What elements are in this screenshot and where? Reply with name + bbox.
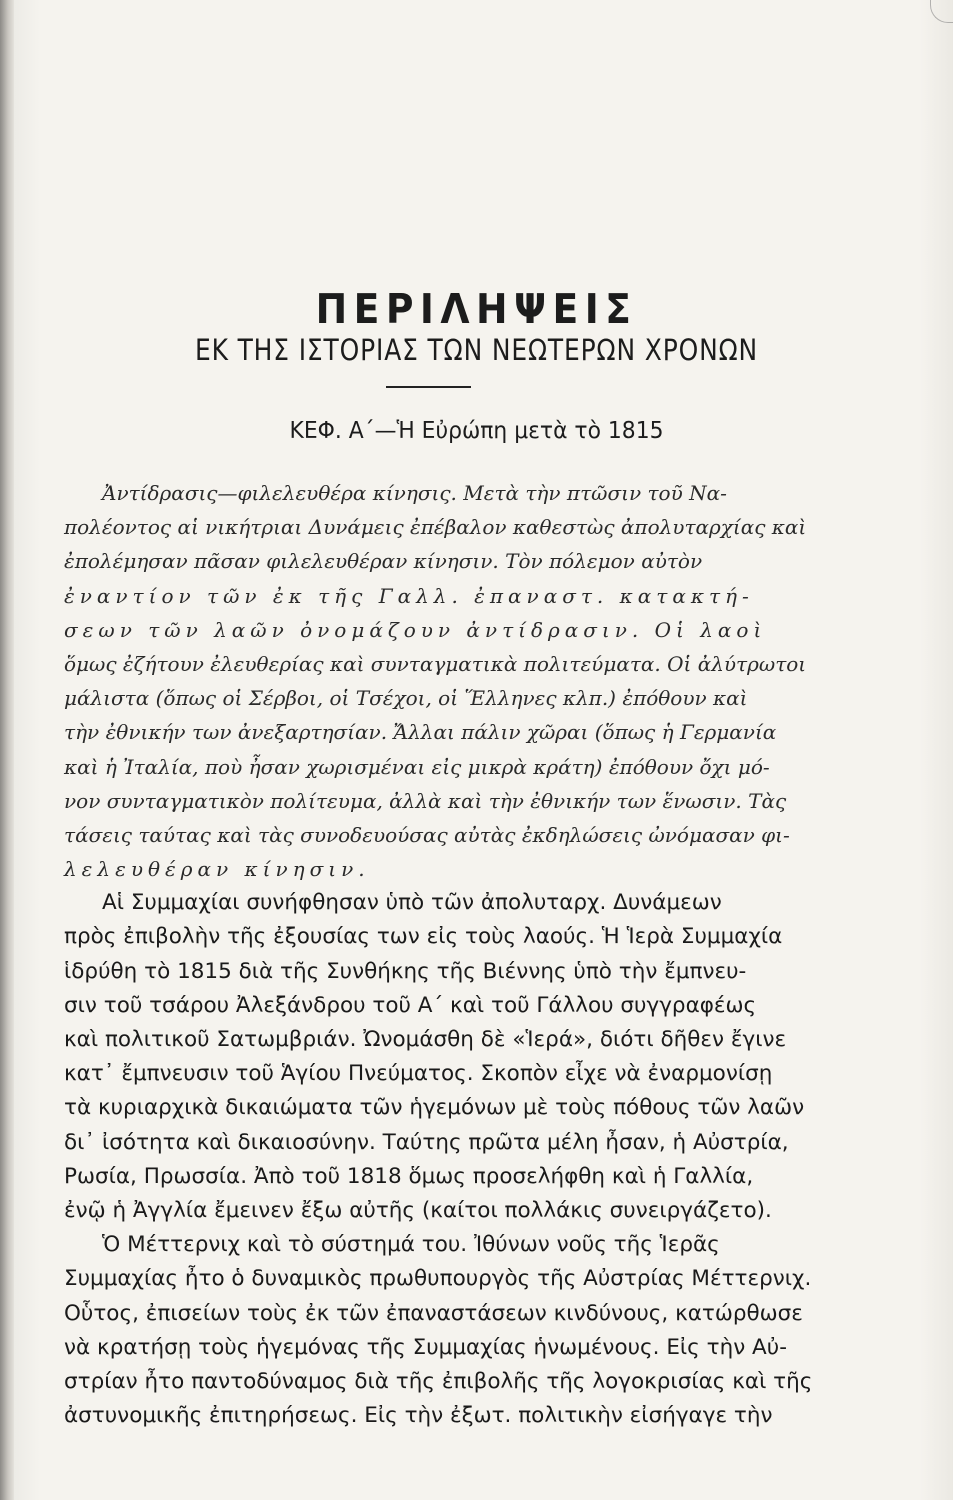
text-line: ἐναντίον τῶν ἐκ τῆς Γαλλ. ἐπαναστ. κατακτή- xyxy=(64,583,754,608)
text-line: σεων τῶν λαῶν ὀνομάζουν ἀντίδρασιν. Οἱ λαοὶ xyxy=(64,617,767,642)
page-binding-edge xyxy=(0,0,14,1500)
page-subtitle: ΕΚ ΤΗΣ ΙΣΤΟΡΙΑΣ ΤΩΝ ΝΕΩΤΕΡΩΝ ΧΡΟΝΩΝ xyxy=(194,333,759,367)
text-line: ἐπολέμησαν πᾶσαν φιλελευθέραν κίνησιν. Τὸν πόλεμον αὐτὸν xyxy=(64,549,703,574)
text-line: μάλιστα (ὅπως οἱ Σέρβοι, οἱ Τσέχοι, οἱ Ἕλληνες κλπ.) ἐπόθουν καὶ xyxy=(64,686,748,711)
text-line: ἱδρύθη τὸ 1815 διὰ τῆς Συνθήκης τῆς Βιέννης ὑπὸ τὴν ἔμπνευ- xyxy=(64,958,747,984)
text-line: πρὸς ἐπιβολὴν τῆς ἐξουσίας των εἰς τοὺς λαούς. Ἡ Ἱερὰ Συμμαχία xyxy=(64,924,783,950)
text-line: σιν τοῦ τσάρου Ἀλεξάνδρου τοῦ Α΄ καὶ τοῦ Γάλλου συγγραφέως xyxy=(64,992,757,1018)
text-line: Συμμαχίας ἦτο ὁ δυναμικὸς πρωθυπουργὸς τῆς Αὐστρίας Μέττερνιχ. xyxy=(64,1266,812,1292)
text-line: τὴν ἐθνικήν των ἀνεξαρτησίαν. Ἄλλαι πάλιν χῶραι (ὅπως ἡ Γερμανία xyxy=(64,720,777,745)
text-line: Ὁ Μέττερνιχ καὶ τὸ σύστημά του. Ἰθύνων νοῦς τῆς Ἱερᾶς xyxy=(102,1232,720,1258)
title-divider xyxy=(386,386,471,388)
text-line: νὰ κρατήσῃ τοὺς ἡγεμόνας τῆς Συμμαχίας ἡνωμένους. Εἰς τὴν Αὐ- xyxy=(64,1334,787,1360)
text-line: τὰ κυριαρχικὰ δικαιώματα τῶν ἡγεμόνων μὲ τοὺς πόθους τῶν λαῶν xyxy=(64,1095,805,1121)
text-line: δι᾽ ἰσότητα καὶ δικαιοσύνην. Ταύτης πρῶτα μέλη ἦσαν, ἡ Αὐστρία, xyxy=(64,1129,789,1155)
text-line: λελευθέραν κίνησιν. xyxy=(64,857,370,882)
text-line: καὶ πολιτικοῦ Σατωμβριάν. Ὠνομάσθη δὲ «Ἱερά», διότι δῆθεν ἔγινε xyxy=(64,1027,787,1052)
text-line: νον συνταγματικὸν πολίτευμα, ἀλλὰ καὶ τὴν ἐθνικήν των ἕνωσιν. Τὰς xyxy=(64,788,787,813)
text-line: καὶ ἡ Ἰταλία, ποὺ ἦσαν χωρισμέναι εἰς μικρὰ κράτη) ἐπόθουν ὄχι μό- xyxy=(64,754,770,779)
text-line: Ρωσία, Πρωσσία. Ἀπὸ τοῦ 1818 ὅμως προσελήφθη καὶ ἡ Γαλλία, xyxy=(64,1163,754,1189)
text-line: στρίαν ἦτο παντοδύναμος διὰ τῆς ἐπιβολῆς τῆς λογοκρισίας καὶ τῆς xyxy=(64,1368,813,1394)
page-title: ΠΕΡΙΛΗΨΕΙΣ xyxy=(315,285,638,333)
body-text xyxy=(64,476,824,1433)
text-line: πολέοντος αἱ νικήτριαι Δυνάμεις ἐπέβαλον καθεστὼς ἀπολυταρχίας καὶ xyxy=(64,515,807,540)
text-line: Αἱ Συμμαχίαι συνήφθησαν ὑπὸ τῶν ἀπολυταρχ. Δυνάμεων xyxy=(102,890,722,916)
text-line: ὅμως ἐζήτουν ἐλευθερίας καὶ συνταγματικὰ πολιτεύματα. Οἱ ἀλύτρωτοι xyxy=(64,651,807,676)
text-line: Ἀντίδρασις—φιλελευθέρα κίνησις. Μετὰ τὴν πτῶσιν τοῦ Να- xyxy=(102,481,727,505)
text-line: τάσεις ταύτας καὶ τὰς συνοδευούσας αὐτὰς ἐκδηλώσεις ὠνόμασαν φι- xyxy=(64,822,790,847)
text-line: κατ᾽ ἔμπνευσιν τοῦ Ἁγίου Πνεύματος. Σκοπὸν εἶχε νὰ ἐναρμονίσῃ xyxy=(64,1061,773,1087)
text-line: ἐνῷ ἡ Ἀγγλία ἔμεινεν ἔξω αὐτῆς (καίτοι πολλάκις συνειργάζετο). xyxy=(64,1197,772,1223)
text-line: Οὗτος, ἐπισείων τοὺς ἐκ τῶν ἐπαναστάσεων κινδύνους, κατώρθωσε xyxy=(64,1300,803,1326)
chapter-heading: ΚΕΦ. Α΄—Ἡ Εὐρώπη μετὰ τὸ 1815 xyxy=(289,418,664,444)
page-corner-fold xyxy=(930,0,953,23)
text-line: ἀστυνομικῆς ἐπιτηρήσεως. Εἰς τὴν ἐξωτ. πολιτικὴν εἰσήγαγε τὴν xyxy=(64,1403,773,1429)
